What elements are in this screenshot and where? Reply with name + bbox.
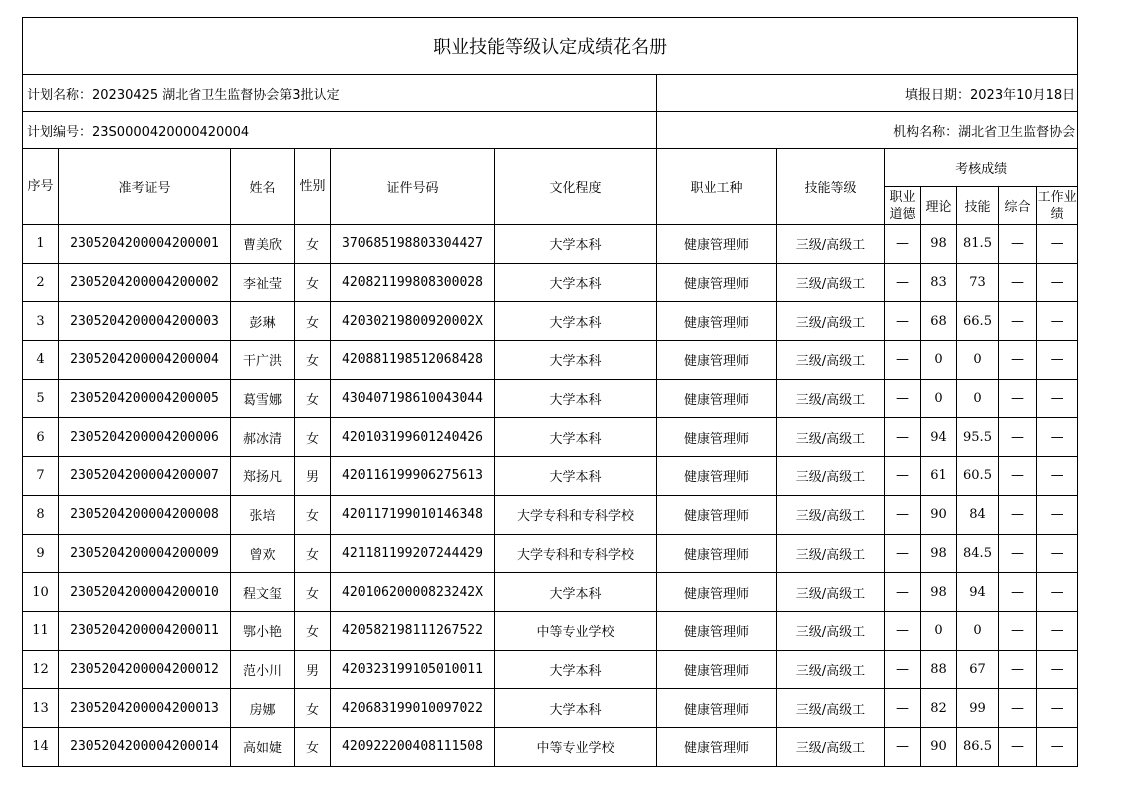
cell-name: 曾欢 [231,534,295,573]
cell-seq: 6 [23,418,59,457]
cell-ethics: — [885,534,921,573]
table-row [23,573,1078,612]
cell-occupation: 健康管理师 [657,457,777,496]
cell-overall: — [999,689,1037,728]
cell-occupation: 健康管理师 [657,727,777,766]
header-scores: 考核成绩 [885,149,1078,187]
org-name: 机构名称：湖北省卫生监督协会 [657,112,1078,149]
cell-skill: 60.5 [957,457,999,496]
cell-gender: 女 [295,611,331,650]
cell-skill: 94 [957,573,999,612]
cell-gender: 女 [295,573,331,612]
cell-education: 大学本科 [495,302,657,341]
table-row [23,495,1078,534]
header-exam-no: 准考证号 [59,149,231,225]
cell-skill: 0 [957,379,999,418]
cell-ethics: — [885,457,921,496]
cell-work: — [1037,418,1078,457]
cell-education: 中等专业学校 [495,727,657,766]
cell-occupation: 健康管理师 [657,341,777,380]
cell-exam-no: 2305204200004200008 [59,495,231,534]
table-row [23,341,1078,380]
cell-name: 高如婕 [231,727,295,766]
cell-exam-no: 2305204200004200001 [59,225,231,264]
cell-ethics: — [885,263,921,302]
table-row [23,225,1078,264]
cell-gender: 女 [295,418,331,457]
cell-id-no: 420117199010146348 [331,495,495,534]
cell-seq: 12 [23,650,59,689]
plan-number: 计划编号：23S0000420000420004 [23,112,657,149]
cell-overall: — [999,263,1037,302]
cell-seq: 13 [23,689,59,728]
cell-ethics: — [885,379,921,418]
cell-skill-level: 三级/高级工 [777,418,885,457]
cell-skill: 84 [957,495,999,534]
cell-seq: 7 [23,457,59,496]
cell-gender: 女 [295,727,331,766]
cell-gender: 男 [295,650,331,689]
cell-occupation: 健康管理师 [657,650,777,689]
cell-skill-level: 三级/高级工 [777,573,885,612]
header-ethics: 职业道德 [885,187,921,225]
cell-seq: 1 [23,225,59,264]
header-skill: 技能 [957,187,999,225]
cell-id-no: 420323199105010011 [331,650,495,689]
cell-id-no: 420116199906275613 [331,457,495,496]
cell-id-no: 42010620000823242X [331,573,495,612]
cell-theory: 90 [921,727,957,766]
cell-theory: 0 [921,341,957,380]
cell-work: — [1037,302,1078,341]
cell-gender: 女 [295,263,331,302]
cell-skill: 73 [957,263,999,302]
cell-theory: 98 [921,534,957,573]
cell-work: — [1037,650,1078,689]
cell-education: 大学本科 [495,650,657,689]
cell-skill: 0 [957,611,999,650]
cell-occupation: 健康管理师 [657,495,777,534]
cell-education: 大学本科 [495,225,657,264]
cell-work: — [1037,379,1078,418]
cell-overall: — [999,534,1037,573]
cell-work: — [1037,611,1078,650]
cell-id-no: 430407198610043044 [331,379,495,418]
cell-overall: — [999,611,1037,650]
header-work: 工作业绩 [1037,187,1078,225]
cell-ethics: — [885,650,921,689]
table-row [23,689,1078,728]
cell-education: 大学专科和专科学校 [495,534,657,573]
cell-skill-level: 三级/高级工 [777,611,885,650]
cell-theory: 83 [921,263,957,302]
cell-overall: — [999,302,1037,341]
cell-work: — [1037,263,1078,302]
cell-seq: 11 [23,611,59,650]
cell-exam-no: 2305204200004200014 [59,727,231,766]
cell-exam-no: 2305204200004200002 [59,263,231,302]
roster-table [22,17,1078,767]
cell-skill-level: 三级/高级工 [777,689,885,728]
cell-skill: 66.5 [957,302,999,341]
cell-work: — [1037,495,1078,534]
cell-theory: 98 [921,225,957,264]
cell-education: 大学本科 [495,689,657,728]
cell-exam-no: 2305204200004200009 [59,534,231,573]
cell-overall: — [999,727,1037,766]
cell-ethics: — [885,302,921,341]
cell-work: — [1037,225,1078,264]
cell-education: 大学本科 [495,418,657,457]
cell-gender: 女 [295,225,331,264]
cell-exam-no: 2305204200004200013 [59,689,231,728]
cell-skill-level: 三级/高级工 [777,650,885,689]
cell-ethics: — [885,727,921,766]
cell-exam-no: 2305204200004200003 [59,302,231,341]
table-row [23,418,1078,457]
header-overall: 综合 [999,187,1037,225]
header-seq: 序号 [23,149,59,225]
cell-ethics: — [885,225,921,264]
cell-name: 郑扬凡 [231,457,295,496]
header-education: 文化程度 [495,149,657,225]
cell-work: — [1037,457,1078,496]
cell-id-no: 42030219800920002X [331,302,495,341]
cell-overall: — [999,495,1037,534]
cell-gender: 女 [295,341,331,380]
cell-education: 大学本科 [495,341,657,380]
cell-skill-level: 三级/高级工 [777,225,885,264]
cell-id-no: 420582198111267522 [331,611,495,650]
cell-name: 干广洪 [231,341,295,380]
table-body [23,225,1078,767]
cell-gender: 女 [295,379,331,418]
cell-occupation: 健康管理师 [657,302,777,341]
cell-overall: — [999,379,1037,418]
header-gender: 性别 [295,149,331,225]
cell-name: 房娜 [231,689,295,728]
cell-theory: 0 [921,379,957,418]
cell-gender: 女 [295,495,331,534]
table-row [23,379,1078,418]
cell-work: — [1037,341,1078,380]
cell-theory: 98 [921,573,957,612]
table-row [23,534,1078,573]
cell-skill-level: 三级/高级工 [777,727,885,766]
cell-occupation: 健康管理师 [657,418,777,457]
cell-name: 范小川 [231,650,295,689]
plan-name: 计划名称：20230425 湖北省卫生监督协会第3批认定 [23,75,657,112]
table-row [23,611,1078,650]
cell-seq: 10 [23,573,59,612]
cell-id-no: 421181199207244429 [331,534,495,573]
cell-occupation: 健康管理师 [657,263,777,302]
cell-occupation: 健康管理师 [657,534,777,573]
cell-exam-no: 2305204200004200006 [59,418,231,457]
cell-skill: 81.5 [957,225,999,264]
table-row [23,727,1078,766]
header-theory: 理论 [921,187,957,225]
cell-occupation: 健康管理师 [657,379,777,418]
cell-name: 彭琳 [231,302,295,341]
cell-name: 葛雪娜 [231,379,295,418]
cell-ethics: — [885,495,921,534]
cell-education: 大学本科 [495,379,657,418]
cell-theory: 68 [921,302,957,341]
cell-skill: 84.5 [957,534,999,573]
cell-overall: — [999,225,1037,264]
cell-education: 大学本科 [495,573,657,612]
cell-skill-level: 三级/高级工 [777,457,885,496]
cell-exam-no: 2305204200004200012 [59,650,231,689]
cell-gender: 女 [295,689,331,728]
cell-theory: 82 [921,689,957,728]
cell-gender: 女 [295,534,331,573]
header-skill-level: 技能等级 [777,149,885,225]
cell-ethics: — [885,341,921,380]
cell-id-no: 370685198803304427 [331,225,495,264]
table-row [23,302,1078,341]
cell-seq: 2 [23,263,59,302]
cell-gender: 女 [295,302,331,341]
cell-id-no: 420103199601240426 [331,418,495,457]
table-row [23,457,1078,496]
cell-occupation: 健康管理师 [657,225,777,264]
cell-seq: 8 [23,495,59,534]
cell-name: 郝冰清 [231,418,295,457]
cell-overall: — [999,341,1037,380]
cell-occupation: 健康管理师 [657,689,777,728]
cell-exam-no: 2305204200004200004 [59,341,231,380]
cell-work: — [1037,689,1078,728]
cell-seq: 9 [23,534,59,573]
cell-name: 鄂小艳 [231,611,295,650]
cell-skill-level: 三级/高级工 [777,379,885,418]
cell-ethics: — [885,611,921,650]
cell-overall: — [999,418,1037,457]
cell-ethics: — [885,689,921,728]
cell-skill-level: 三级/高级工 [777,341,885,380]
page-title: 职业技能等级认定成绩花名册 [23,18,1078,75]
cell-skill: 99 [957,689,999,728]
cell-education: 中等专业学校 [495,611,657,650]
cell-name: 程文玺 [231,573,295,612]
cell-id-no: 420683199010097022 [331,689,495,728]
cell-name: 张培 [231,495,295,534]
cell-id-no: 420922200408111508 [331,727,495,766]
cell-work: — [1037,727,1078,766]
cell-id-no: 420881198512068428 [331,341,495,380]
cell-exam-no: 2305204200004200007 [59,457,231,496]
cell-occupation: 健康管理师 [657,611,777,650]
cell-education: 大学专科和专科学校 [495,495,657,534]
cell-work: — [1037,534,1078,573]
cell-seq: 3 [23,302,59,341]
cell-skill-level: 三级/高级工 [777,302,885,341]
cell-theory: 90 [921,495,957,534]
cell-overall: — [999,650,1037,689]
cell-skill-level: 三级/高级工 [777,263,885,302]
header-id-no: 证件号码 [331,149,495,225]
cell-name: 曹美欣 [231,225,295,264]
cell-theory: 61 [921,457,957,496]
cell-name: 李祉莹 [231,263,295,302]
cell-gender: 男 [295,457,331,496]
cell-education: 大学本科 [495,457,657,496]
cell-occupation: 健康管理师 [657,573,777,612]
fill-date: 填报日期：2023年10月18日 [657,75,1078,112]
table-row [23,263,1078,302]
cell-exam-no: 2305204200004200011 [59,611,231,650]
cell-theory: 0 [921,611,957,650]
cell-overall: — [999,573,1037,612]
cell-seq: 4 [23,341,59,380]
cell-ethics: — [885,418,921,457]
header-name: 姓名 [231,149,295,225]
cell-skill: 95.5 [957,418,999,457]
cell-seq: 14 [23,727,59,766]
cell-skill: 86.5 [957,727,999,766]
cell-ethics: — [885,573,921,612]
cell-skill: 0 [957,341,999,380]
cell-exam-no: 2305204200004200010 [59,573,231,612]
cell-skill: 67 [957,650,999,689]
cell-id-no: 420821199808300028 [331,263,495,302]
cell-exam-no: 2305204200004200005 [59,379,231,418]
cell-skill-level: 三级/高级工 [777,534,885,573]
cell-education: 大学本科 [495,263,657,302]
cell-work: — [1037,573,1078,612]
header-occupation: 职业工种 [657,149,777,225]
cell-skill-level: 三级/高级工 [777,495,885,534]
cell-overall: — [999,457,1037,496]
cell-theory: 88 [921,650,957,689]
cell-theory: 94 [921,418,957,457]
cell-seq: 5 [23,379,59,418]
table-row [23,650,1078,689]
